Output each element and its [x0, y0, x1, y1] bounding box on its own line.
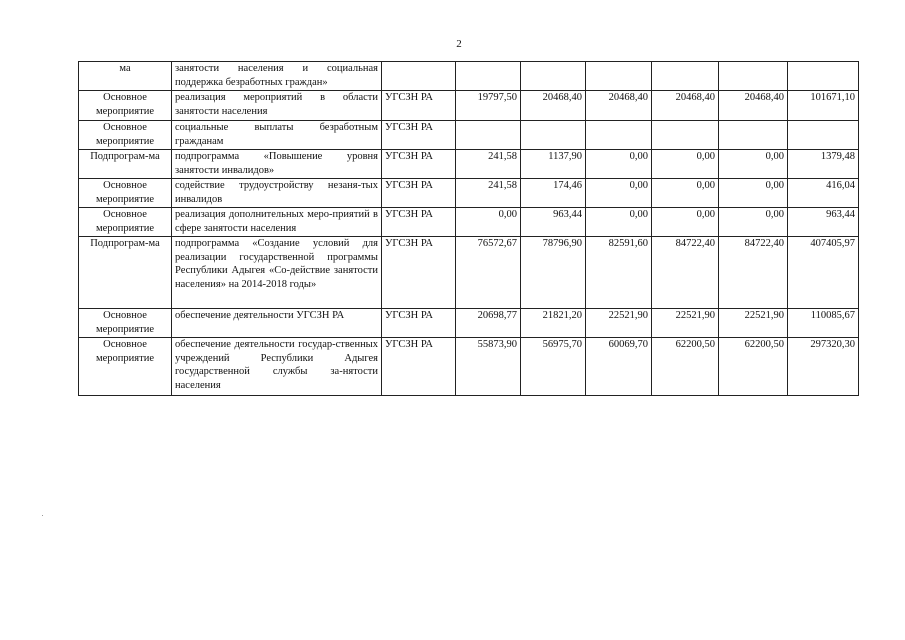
value-cell: 62200,50	[652, 338, 719, 396]
value-cell: 84722,40	[719, 237, 788, 309]
table-row	[79, 150, 859, 179]
row-name-cell: подпрограмма «Повышение уровня занятости инвалидов»	[172, 150, 382, 179]
value-cell: 62200,50	[719, 338, 788, 396]
total-cell: 110085,67	[788, 309, 859, 338]
value-cell: 20468,40	[521, 91, 586, 121]
total-cell	[788, 62, 859, 91]
value-cell: 241,58	[456, 150, 521, 179]
total-cell: 297320,30	[788, 338, 859, 396]
row-name-cell: содействие трудоустройству незаня-тых инвалидов	[172, 179, 382, 208]
total-cell: 101671,10	[788, 91, 859, 121]
row-name-cell: реализация дополнительных меро-приятий в сфере занятости населения	[172, 208, 382, 237]
value-cell: 1137,90	[521, 150, 586, 179]
table-row	[79, 179, 859, 208]
table-row	[79, 309, 859, 338]
value-cell: 0,00	[456, 208, 521, 237]
value-cell: 0,00	[719, 150, 788, 179]
value-cell	[586, 121, 652, 150]
scan-speck	[42, 515, 43, 516]
row-org-cell: УГСЗН РА	[382, 309, 456, 338]
row-type-cell: Подпрограм-ма	[79, 150, 172, 179]
row-org-cell: УГСЗН РА	[382, 91, 456, 121]
row-name-cell: социальные выплаты безработным гражданам	[172, 121, 382, 150]
value-cell: 22521,90	[586, 309, 652, 338]
value-cell: 963,44	[521, 208, 586, 237]
value-cell: 76572,67	[456, 237, 521, 309]
value-cell	[719, 62, 788, 91]
value-cell: 174,46	[521, 179, 586, 208]
value-cell: 20468,40	[719, 91, 788, 121]
value-cell: 241,58	[456, 179, 521, 208]
total-cell	[788, 121, 859, 150]
value-cell	[521, 62, 586, 91]
row-type-cell: Основное мероприятие	[79, 309, 172, 338]
value-cell	[586, 62, 652, 91]
value-cell	[456, 62, 521, 91]
row-type-cell: Основное мероприятие	[79, 179, 172, 208]
table-row	[79, 121, 859, 150]
table-row	[79, 338, 859, 396]
value-cell	[652, 121, 719, 150]
value-cell: 55873,90	[456, 338, 521, 396]
table-row	[79, 208, 859, 237]
value-cell: 22521,90	[652, 309, 719, 338]
value-cell: 20468,40	[586, 91, 652, 121]
budget-table-body	[79, 62, 859, 396]
value-cell: 0,00	[586, 179, 652, 208]
value-cell: 19797,50	[456, 91, 521, 121]
value-cell	[652, 62, 719, 91]
budget-table	[78, 61, 859, 396]
value-cell: 82591,60	[586, 237, 652, 309]
row-name-cell: обеспечение деятельности УГСЗН РА	[172, 309, 382, 338]
total-cell: 416,04	[788, 179, 859, 208]
total-cell: 963,44	[788, 208, 859, 237]
value-cell: 0,00	[719, 208, 788, 237]
row-type-cell: Основное мероприятие	[79, 91, 172, 121]
value-cell: 60069,70	[586, 338, 652, 396]
row-type-cell: Основное мероприятие	[79, 338, 172, 396]
table-row	[79, 62, 859, 91]
value-cell: 0,00	[586, 150, 652, 179]
row-type-cell: Подпрограм-ма	[79, 237, 172, 309]
value-cell: 56975,70	[521, 338, 586, 396]
value-cell: 0,00	[719, 179, 788, 208]
table-row	[79, 91, 859, 121]
row-type-cell: ма	[79, 62, 172, 91]
value-cell: 20698,77	[456, 309, 521, 338]
row-name-cell: подпрограмма «Создание условий для реализации государственной программы Республики Адыгея «Со-действие занятости населения» на 2014-2018 годы»	[172, 237, 382, 309]
row-org-cell: УГСЗН РА	[382, 150, 456, 179]
value-cell	[521, 121, 586, 150]
value-cell: 0,00	[652, 150, 719, 179]
row-name-cell: занятости населения и социальная поддержка безработных граждан»	[172, 62, 382, 91]
value-cell: 20468,40	[652, 91, 719, 121]
row-org-cell: УГСЗН РА	[382, 237, 456, 309]
row-org-cell	[382, 62, 456, 91]
value-cell	[719, 121, 788, 150]
table-row	[79, 237, 859, 309]
value-cell: 78796,90	[521, 237, 586, 309]
value-cell: 0,00	[652, 208, 719, 237]
row-org-cell: УГСЗН РА	[382, 338, 456, 396]
row-type-cell: Основное мероприятие	[79, 121, 172, 150]
value-cell	[456, 121, 521, 150]
row-org-cell: УГСЗН РА	[382, 121, 456, 150]
value-cell: 0,00	[586, 208, 652, 237]
value-cell: 84722,40	[652, 237, 719, 309]
row-name-cell: обеспечение деятельности государ-ственных учреждений Республики Адыгея государственной службы за-нятости населения	[172, 338, 382, 396]
page-number: 2	[456, 38, 462, 50]
value-cell: 21821,20	[521, 309, 586, 338]
value-cell: 0,00	[652, 179, 719, 208]
row-type-cell: Основное мероприятие	[79, 208, 172, 237]
row-org-cell: УГСЗН РА	[382, 208, 456, 237]
value-cell: 22521,90	[719, 309, 788, 338]
total-cell: 407405,97	[788, 237, 859, 309]
total-cell: 1379,48	[788, 150, 859, 179]
row-name-cell: реализация мероприятий в области занятости населения	[172, 91, 382, 121]
row-org-cell: УГСЗН РА	[382, 179, 456, 208]
